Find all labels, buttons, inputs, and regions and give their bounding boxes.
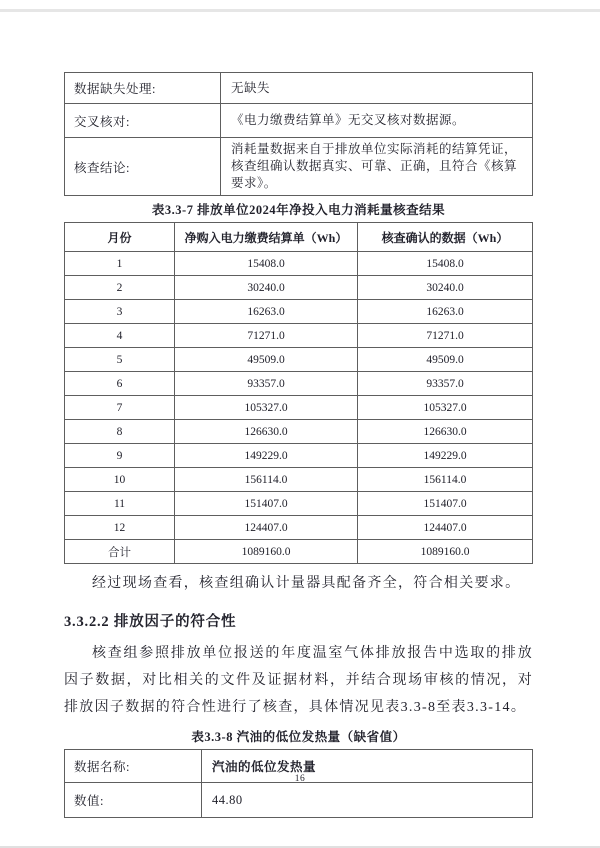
verified-value-cell: 71271.0	[358, 324, 533, 348]
info-row-value: 无缺失	[221, 73, 533, 104]
month-cell: 1	[65, 252, 175, 276]
info-row-value: 消耗量数据来自于排放单位实际消耗的结算凭证，核查组确认数据真实、可靠、正确，且符合《核算要求》。	[221, 138, 533, 196]
invoice-value-cell: 149229.0	[175, 444, 358, 468]
month-cell: 11	[65, 492, 175, 516]
table-row	[65, 324, 533, 348]
month-cell: 6	[65, 372, 175, 396]
table-row	[65, 300, 533, 324]
invoice-value-cell: 71271.0	[175, 324, 358, 348]
month-cell: 7	[65, 396, 175, 420]
table-row	[65, 492, 533, 516]
gas-row-value: 汽油的低位发热量	[202, 750, 533, 783]
invoice-value-cell: 156114.0	[175, 468, 358, 492]
table-row	[65, 348, 533, 372]
table-row	[65, 468, 533, 492]
table-row	[65, 372, 533, 396]
invoice-value-cell: 30240.0	[175, 276, 358, 300]
verified-value-cell: 156114.0	[358, 468, 533, 492]
verified-value-cell: 93357.0	[358, 372, 533, 396]
invoice-value-cell: 151407.0	[175, 492, 358, 516]
table-row	[65, 783, 533, 818]
verified-value-cell: 16263.0	[358, 300, 533, 324]
table-row	[65, 104, 533, 138]
invoice-value-cell: 93357.0	[175, 372, 358, 396]
verified-value-cell: 149229.0	[358, 444, 533, 468]
month-cell: 2	[65, 276, 175, 300]
data-quality-table-body	[65, 73, 533, 196]
column-header: 月份	[65, 223, 175, 252]
verified-value-cell: 1089160.0	[358, 540, 533, 564]
table-row	[65, 444, 533, 468]
info-row-value: 《电力缴费结算单》无交叉核对数据源。	[221, 104, 533, 138]
electricity-table-header-row	[65, 223, 533, 252]
month-cell: 4	[65, 324, 175, 348]
month-cell: 9	[65, 444, 175, 468]
month-cell: 合计	[65, 540, 175, 564]
invoice-value-cell: 1089160.0	[175, 540, 358, 564]
verified-value-cell: 30240.0	[358, 276, 533, 300]
page-number: 16	[294, 774, 306, 784]
electricity-consumption-table	[64, 222, 533, 564]
verified-value-cell: 124407.0	[358, 516, 533, 540]
electricity-table-body	[65, 252, 533, 564]
table-row	[65, 540, 533, 564]
table-row	[65, 73, 533, 104]
invoice-value-cell: 49509.0	[175, 348, 358, 372]
verified-value-cell: 126630.0	[358, 420, 533, 444]
invoice-value-cell: 124407.0	[175, 516, 358, 540]
month-cell: 8	[65, 420, 175, 444]
verified-value-cell: 105327.0	[358, 396, 533, 420]
gas-row-label: 数据名称:	[65, 750, 202, 783]
invoice-value-cell: 126630.0	[175, 420, 358, 444]
column-header: 核查确认的数据（Wh）	[358, 223, 533, 252]
month-cell: 5	[65, 348, 175, 372]
table-row	[65, 420, 533, 444]
verified-value-cell: 49509.0	[358, 348, 533, 372]
invoice-value-cell: 15408.0	[175, 252, 358, 276]
scan-artifact-top	[0, 9, 600, 12]
table-row	[65, 396, 533, 420]
section-heading: 3.3.2.2 排放因子的符合性	[64, 614, 237, 630]
month-cell: 12	[65, 516, 175, 540]
data-quality-table	[64, 72, 533, 196]
info-row-label: 核查结论:	[65, 138, 221, 196]
info-row-label: 交叉核对:	[65, 104, 221, 138]
table-338-caption: 表3.3-8 汽油的低位发热量（缺省值）	[191, 730, 406, 744]
table-row	[65, 138, 533, 196]
column-header: 净购入电力缴费结算单（Wh）	[175, 223, 358, 252]
verified-value-cell: 151407.0	[358, 492, 533, 516]
month-cell: 3	[65, 300, 175, 324]
table-row	[65, 276, 533, 300]
site-check-paragraph: 经过现场查看，核查组确认计量器具配备齐全，符合相关要求。	[92, 576, 521, 591]
invoice-value-cell: 105327.0	[175, 396, 358, 420]
verified-value-cell: 15408.0	[358, 252, 533, 276]
info-row-label: 数据缺失处理:	[65, 73, 221, 104]
month-cell: 10	[65, 468, 175, 492]
emission-factor-paragraph: 核查组参照排放单位报送的年度温室气体排放报告中选取的排放因子数据，对比相关的文件及证据材料，并结合现场审核的情况，对排放因子数据的符合性进行了核查，具体情况见表3.3-8至表3.3-14。	[64, 646, 533, 715]
invoice-value-cell: 16263.0	[175, 300, 358, 324]
gas-row-label: 数值:	[65, 783, 202, 818]
gas-row-value: 44.80	[202, 783, 533, 818]
table-337-caption: 表3.3-7 排放单位2024年净投入电力消耗量核查结果	[151, 203, 446, 217]
table-row	[65, 516, 533, 540]
table-row	[65, 252, 533, 276]
